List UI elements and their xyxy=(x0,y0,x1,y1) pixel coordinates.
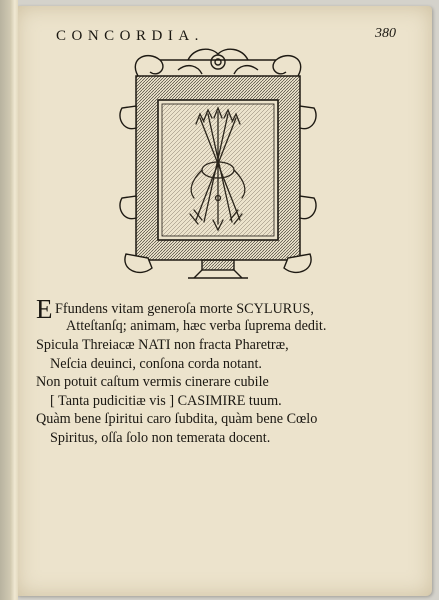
verse-line: Spicula Threiacæ NATI non fracta Pharetræ, xyxy=(36,337,289,353)
drop-cap: E xyxy=(36,294,53,324)
verse-line: Non potuit caſtum vermis cinerare cubile xyxy=(36,374,269,390)
verse-line: [ Tanta pudicitiæ vis ] CASIMIRE tuum. xyxy=(50,393,282,409)
verse-line: Spiritus, oſſa ſolo non temerata docent. xyxy=(50,430,271,446)
verse-line: Neſcia deuinci, conſona corda notant. xyxy=(50,356,262,372)
verse-line: Atteſtanſq; animam, hæc verba ſuprema dedit. xyxy=(66,318,327,334)
page-edge xyxy=(10,0,18,600)
bundled-arrows-cartouche-icon xyxy=(118,48,318,284)
page-number: 380 xyxy=(375,26,396,41)
verse-line: Quàm bene ſpiritui caro ſubdita, quàm bene Cœlo xyxy=(36,411,318,427)
page-title: CONCORDIA. xyxy=(56,28,204,44)
running-head xyxy=(40,20,400,46)
verse-line: Ffundens vitam generoſa morte SCYLURUS, xyxy=(55,301,314,317)
